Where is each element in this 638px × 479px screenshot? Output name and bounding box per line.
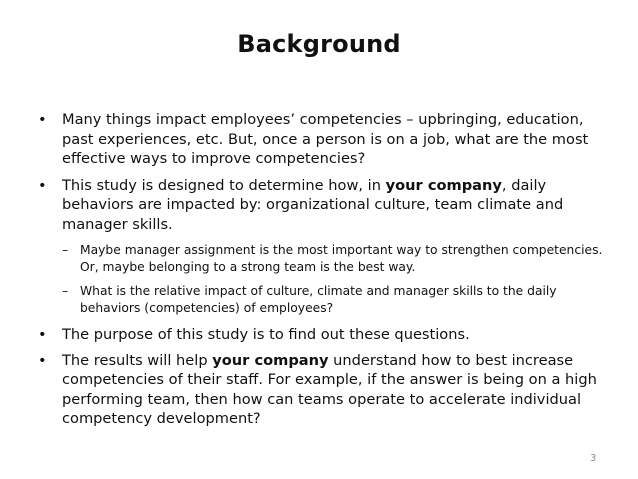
- bullet-marker: •: [38, 326, 47, 343]
- bullet-item: [38, 110, 608, 169]
- page-number: 3: [590, 453, 597, 464]
- bullet-marker: •: [38, 351, 47, 369]
- bullet-text-pre: The results will help: [62, 351, 213, 369]
- bullet-item: [38, 351, 608, 429]
- sub-bullet-text: What is the relative impact of culture, climate and manager skills to the daily behaviors (competencies) of employees?: [80, 284, 557, 315]
- dash-marker: –: [62, 284, 69, 298]
- sub-bullet-item: [38, 242, 608, 276]
- bullet-marker: •: [38, 176, 47, 194]
- bullet-marker: •: [38, 111, 47, 128]
- bullet-text: Many things impact employees’ competencies – upbringing, education, past experiences, etc. But, once a person is on a job, what are the most effective ways to improve competencies?: [62, 111, 589, 167]
- bullet-item: [38, 176, 608, 235]
- sub-bullet-text: Maybe manager assignment is the most important way to strengthen competencies. Or, maybe belonging to a strong team is the best way.: [80, 243, 603, 274]
- bullet-text-post: understand how to best increase competencies of their staff. For example, if the answer is being on a high performing team, then how can teams operate to accelerate individual competency development?: [62, 351, 597, 427]
- bullet-list: [38, 110, 608, 429]
- bullet-text-post: , daily behaviors are impacted by: organizational culture, team climate and manager skills.: [62, 176, 564, 233]
- bullet-text-bold: your company: [385, 176, 502, 194]
- bullet-text-pre: This study is designed to determine how, in: [62, 176, 386, 194]
- bullet-text: The purpose of this study is to find out these questions.: [62, 326, 470, 343]
- sub-bullet-item: [38, 283, 608, 317]
- bullet-text-bold: your company: [212, 351, 329, 369]
- bullet-item: [38, 325, 608, 345]
- slide-title: Background: [237, 30, 401, 58]
- dash-marker: –: [62, 243, 69, 257]
